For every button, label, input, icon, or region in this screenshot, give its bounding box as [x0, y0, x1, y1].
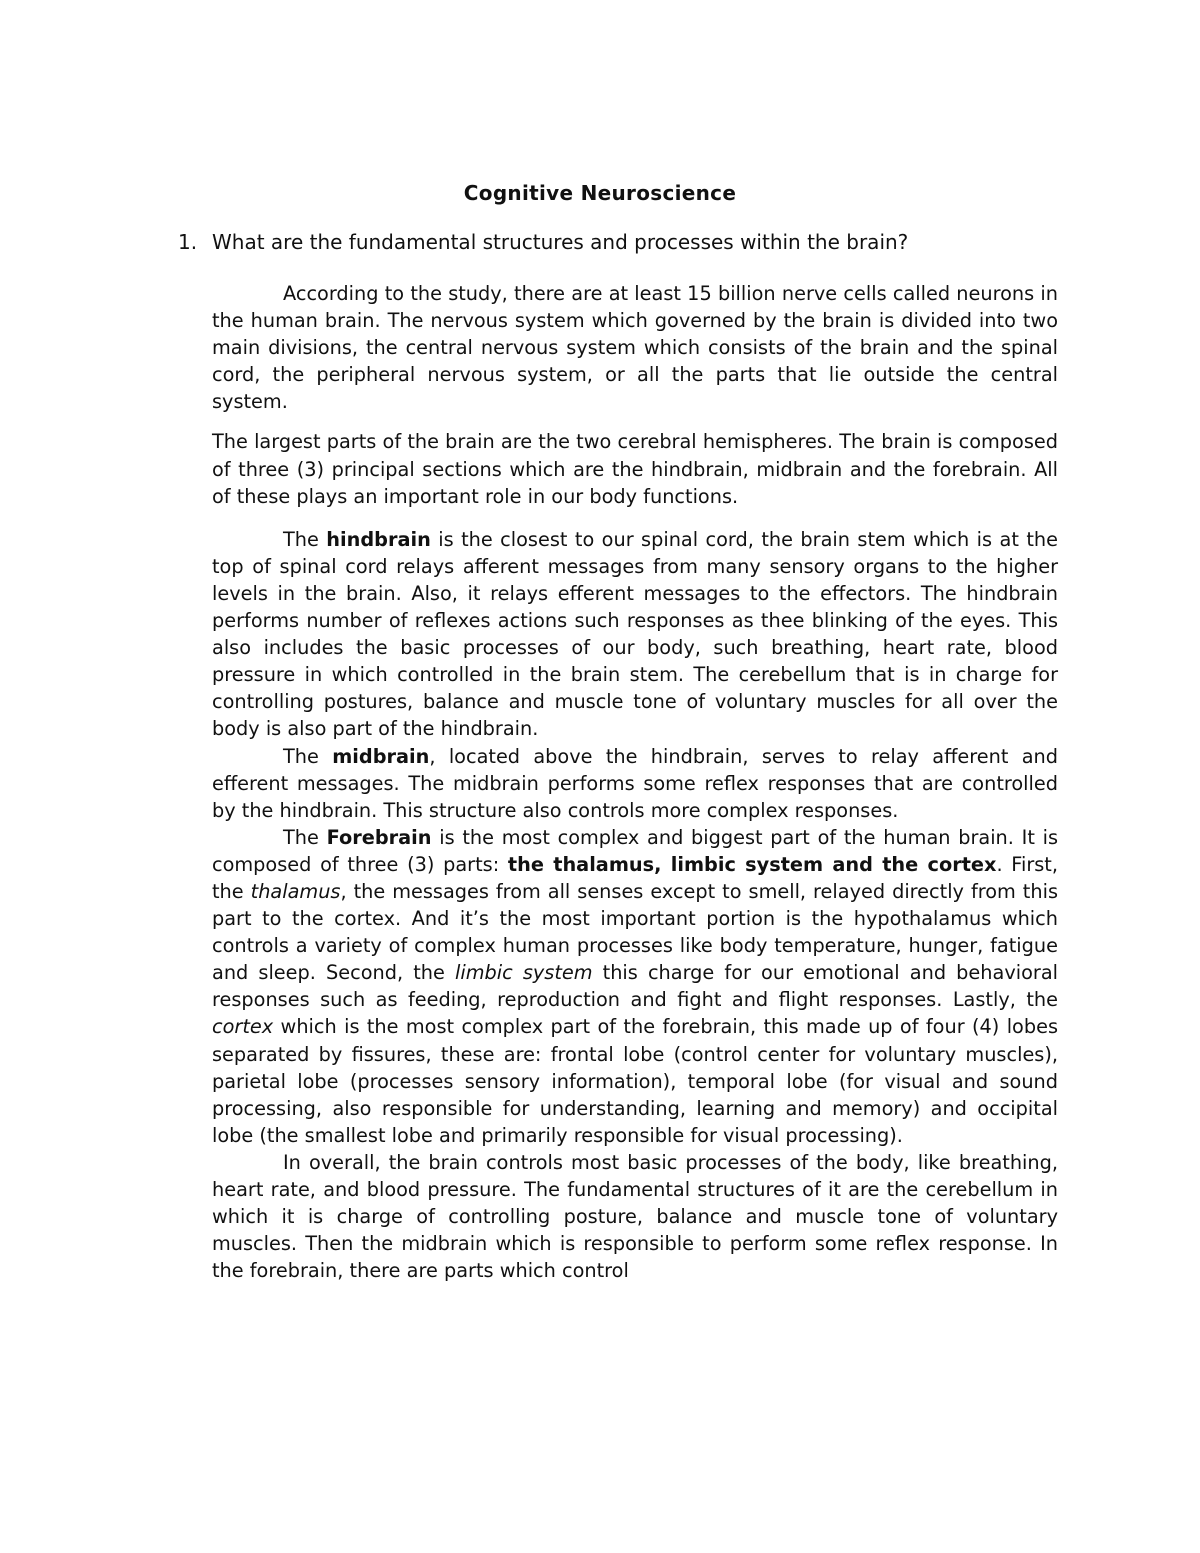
paragraph-overview: The largest parts of the brain are the two cerebral hemispheres. The brain is composed of three (3) principal sections which are the hindbrain, midbrain and the forebrain. All of these plays an important role in our body functions. — [212, 430, 1058, 508]
text-span: is the most complex and biggest part of the human brain. It is composed of three (3) parts: — [212, 825, 1058, 876]
text-span: which is the most complex part of the forebrain, this made up of four (4) lobes separated by fissures, these are: frontal lobe (control center for voluntary muscles), parietal lobe (processes sensory information), temporal lobe (for visual and sound processing, also responsible for understanding, learning and memory) and occipital lobe (the smallest lobe and primarily responsible for visual processing). — [212, 1015, 1058, 1147]
question-1 — [178, 229, 1058, 256]
term-thalamus: thalamus — [250, 879, 341, 903]
text-span: , located above the hindbrain, serves to relay afferent and efferent messages. The midbrain performs some reflex responses that are controlled by the hindbrain. This structure also controls more complex responses. — [212, 744, 1058, 822]
text-span: The — [283, 527, 327, 551]
term-limbic-system: limbic system — [455, 961, 593, 985]
question-text: What are the fundamental structures and processes within the brain? — [212, 230, 909, 254]
text-span: , the messages from all senses except to smell, relayed directly from this part to the cortex. And it’s the most important portion is the hypothalamus which controls a variety of complex human processes like body temperature, hunger, fatigue and sleep. Second, the — [212, 879, 1058, 985]
term-cortex: cortex — [212, 1015, 274, 1039]
answer-body — [212, 280, 1058, 1284]
text-span: . First, the — [212, 852, 1058, 903]
term-hindbrain: hindbrain — [326, 527, 431, 551]
document-title: Cognitive Neuroscience — [463, 181, 737, 205]
paragraph-intro: According to the study, there are at least 15 billion nerve cells called neurons in the human brain. The nervous system which governed by the brain is divided into two main divisions, the central nervous system which consists of the brain and the spinal cord, the peripheral nervous system, or all the parts that lie outside the central system. — [212, 282, 1058, 414]
paragraph-hindbrain — [212, 526, 1058, 743]
text-span: The — [283, 744, 333, 768]
paragraph-forebrain — [212, 824, 1058, 1149]
paragraph-midbrain — [212, 743, 1058, 824]
text-span: is the closest to our spinal cord, the brain stem which is at the top of spinal cord relays afferent messages from many sensory organs to the higher levels in the brain. Also, it relays efferent messages to the effectors. The hindbrain performs number of reflexes actions such responses as thee blinking of the eyes. This also includes the basic processes of our body, such breathing, heart rate, blood pressure in which controlled in the brain stem. The cerebellum that is in charge for controlling postures, balance and muscle tone of voluntary muscles for all over the body is also part of the hindbrain. — [212, 527, 1058, 741]
term-midbrain: midbrain — [332, 744, 430, 768]
text-span: The — [283, 825, 327, 849]
text-span: this charge for our emotional and behavioral responses such as feeding, reproduction and fight and flight responses. Lastly, the — [212, 961, 1058, 1012]
term-forebrain: Forebrain — [326, 825, 432, 849]
paragraph-overall: In overall, the brain controls most basic processes of the body, like breathing, heart rate, and blood pressure. The fundamental structures of it are the cerebellum in which it is charge of controlling posture, balance and muscle tone of voluntary muscles. Then the midbrain which is responsible to perform some reflex response. In the forebrain, there are parts which control — [212, 1150, 1058, 1283]
term-forebrain-parts: the thalamus, limbic system and the cortex — [507, 852, 997, 876]
question-number: 1. — [178, 230, 198, 254]
